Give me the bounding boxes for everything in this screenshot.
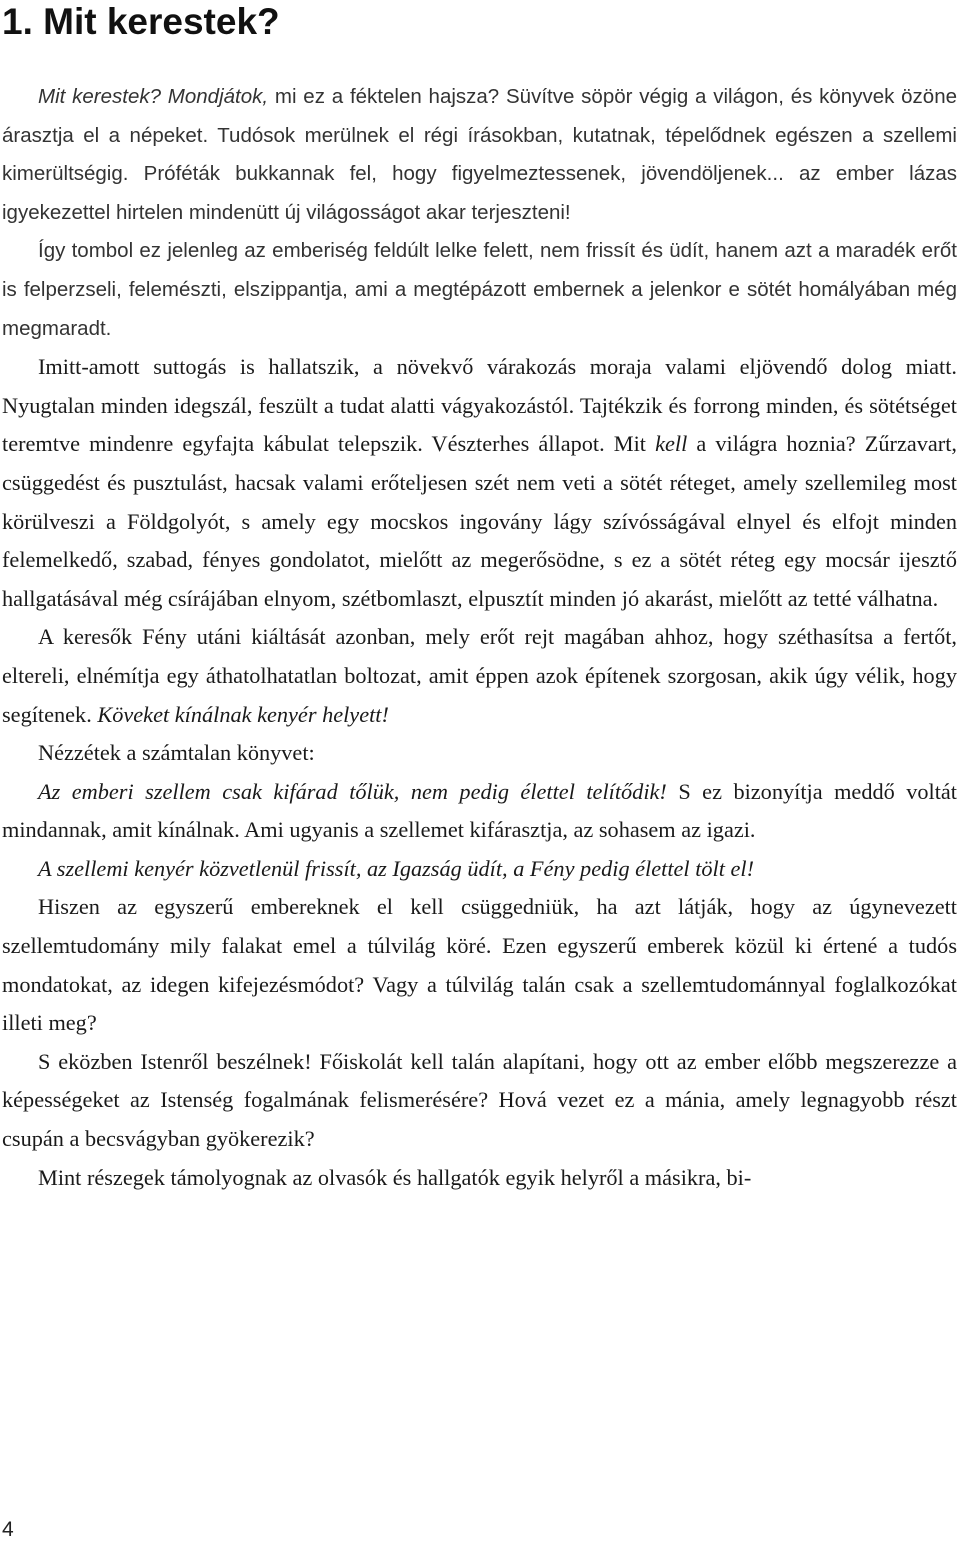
text-run: Mint részegek támolyognak az olvasók és hallgatók egyik helyről a másikra, bi- xyxy=(38,1164,752,1190)
paragraph xyxy=(2,232,957,348)
paragraph xyxy=(2,773,957,850)
paragraph xyxy=(2,1159,957,1198)
paragraph xyxy=(2,888,957,1042)
text-run: S eközben Istenről beszélnek! Főiskolát kell talán alapítani, hogy ott az ember előbb megszerezze a képességeket az Istenség fogalmának felismerésére? Hová vezet ez a mánia, amely legnagyobb részt csupán a becsvágyban gyökerezik? xyxy=(2,1048,957,1152)
paragraph xyxy=(2,78,957,232)
emphasized-text: A szellemi kenyér közvetlenül frissít, az Igazság üdít, a Fény pedig élettel tölt el! xyxy=(38,855,755,881)
text-run: a világra hoznia? Zűrzavart, csüggedést és pusztulást, hacsak valami erőteljesen szét nem veti a sötét réteget, amely szellemileg most körülveszi a Földgolyót, s amely egy mocskos ingovány lágy szívósságával elnyel és elfojt minden felemelkedő, szabad, fényes gondolatot, mielőtt az megerősödne, s ez a sötét réteg egy mocsár ijesztő hallgatásával még csírájában elnyom, szétbomlaszt, elpusztít minden jó akarást, mielőtt az tetté válhatna. xyxy=(2,431,957,611)
page-number: 4 xyxy=(2,1518,14,1541)
paragraph xyxy=(2,1043,957,1159)
emphasized-text: Mit kerestek? Mondjátok, xyxy=(38,85,269,108)
paragraph xyxy=(2,850,957,889)
text-run: S ez bizonyítja meddő voltát mindannak, amit kínálnak. Ami ugyanis a szellemet kifárasztja, az sohasem az igazi. xyxy=(2,778,957,843)
text-run: Hiszen az egyszerű embereknek el kell csüggedniük, ha azt látják, hogy az úgynevezett szellemtudomány mily falakat emel a túlvilág köré. Ezen egyszerű emberek közül ki értené a tudós mondatokat, az idegen kifejezésmódot? Vagy a túlvilág talán csak a szellemtudománnyal foglalkozókat illeti meg? xyxy=(2,894,957,1036)
chapter-title: 1. Mit kerestek? xyxy=(2,1,280,42)
text-run: Nézzétek a számtalan könyvet: xyxy=(38,740,315,766)
paragraph xyxy=(2,348,957,618)
text-run: mi ez a féktelen hajsza? Süvítve söpör végig a világon, és könyvek özöne árasztja el a népeket. Tudósok merülnek el régi írásokban, kutatnak, tépelődnek egészen a szellemi kimerültségig. Próféták bukkannak fel, hogy figyelmeztessenek, jövendöljenek... az ember lázas igyekezettel hirtelen mindenütt új világosságot akar terjeszteni! xyxy=(2,85,957,224)
text-run: Imitt-amott suttogás is hallatszik, a növekvő várakozás moraja valami eljövendő dolog miatt. Nyugtalan minden idegszál, feszült a tudat alatti vágyakozástól. Tajtékzik és forrong minden, és sötétséget teremtve mindenre egyfajta kábulat telepszik. Vészterhes állapot. Mit xyxy=(2,354,957,457)
text-run: Így tombol ez jelenleg az emberiség feldúlt lelke felett, nem frissít és üdít, hanem azt a maradék erőt is felperzseli, felemészti, elszippantja, ami a megtépázott embernek a jelenkor e sötét homályában még megmaradt. xyxy=(2,239,957,340)
emphasized-text: Az emberi szellem csak kifárad tőlük, nem pedig élettel telítődik! xyxy=(38,778,667,804)
body-text xyxy=(2,78,957,1197)
paragraph xyxy=(2,734,957,773)
paragraph xyxy=(2,618,957,734)
emphasized-text: kell xyxy=(655,431,688,457)
emphasized-text: Köveket kínálnak kenyér helyett! xyxy=(97,701,389,727)
text-run: A keresők Fény utáni kiáltását azonban, mely erőt rejt magában ahhoz, hogy széthasítsa a fertőt, eltereli, elnémítja egy áthatolhatatlan boltozat, amit éppen azok építenek szorgosan, akik úgy vélik, hogy segítenek. xyxy=(2,624,957,727)
